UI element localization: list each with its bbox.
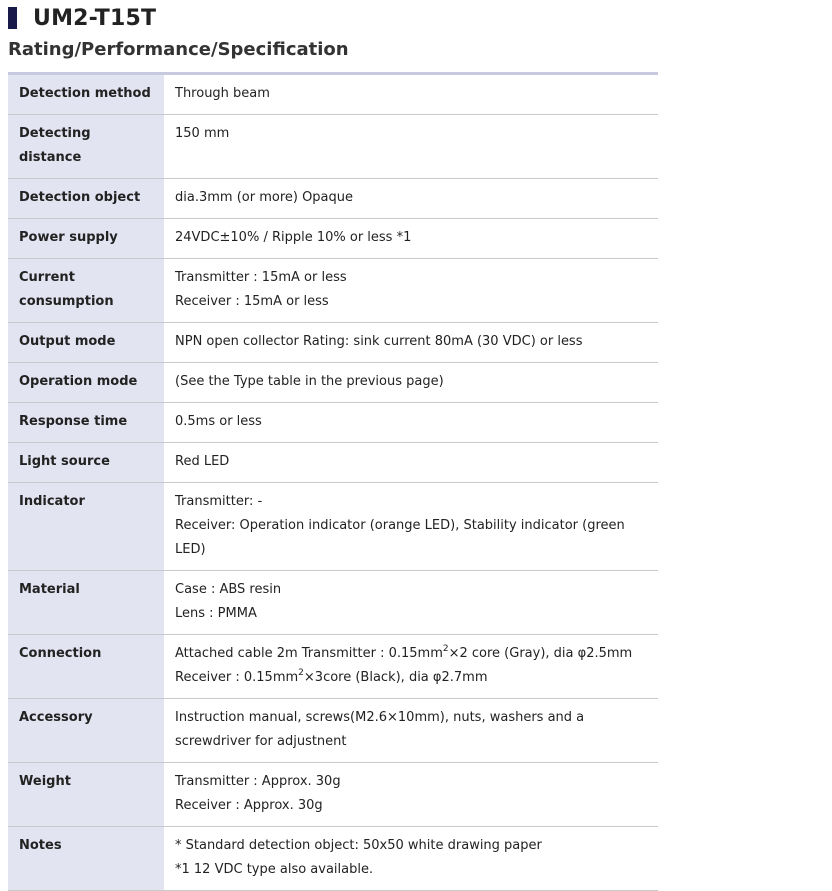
spec-value-line: Transmitter: - (175, 494, 263, 509)
spec-row-notes (8, 827, 658, 891)
superscript-two: 2 (442, 643, 449, 654)
spec-value-line: *1 12 VDC type also available. (175, 862, 374, 877)
spec-label: Notes (8, 827, 164, 891)
spec-value-line: 24VDC±10% / Ripple 10% or less *1 (175, 230, 412, 245)
spec-label: Material (8, 571, 164, 635)
spec-row-weight (8, 763, 658, 827)
connection-receiver-core: ×3core (Black), dia φ2.7mm (303, 670, 488, 685)
product-title: UM2-T15T (33, 5, 157, 31)
spec-value (164, 571, 658, 635)
spec-row-power-supply (8, 219, 658, 259)
product-heading (8, 4, 156, 32)
superscript-two: 2 (298, 667, 304, 678)
spec-value-line: Through beam (175, 86, 270, 101)
spec-row-material (8, 571, 658, 635)
spec-row-output-mode (8, 323, 658, 363)
spec-value-line: (See the Type table in the previous page) (175, 374, 444, 389)
spec-value (164, 259, 658, 323)
spec-value-line: 150 mm (175, 126, 230, 141)
spec-value-line: 0.5ms or less (175, 414, 262, 429)
spec-label: Response time (8, 403, 164, 443)
spec-value (164, 635, 658, 699)
spec-value-line: Transmitter : 15mA or less (175, 270, 347, 285)
spec-label: Operation mode (8, 363, 164, 403)
heading-marker (8, 7, 17, 29)
spec-value (164, 403, 658, 443)
spec-value-line: dia.3mm (or more) Opaque (175, 190, 354, 205)
spec-value (164, 115, 658, 179)
spec-row-accessory (8, 699, 658, 763)
connection-transmitter-core: ×2 core (Gray), dia φ2.5mm (448, 646, 633, 661)
spec-label: Current consumption (8, 259, 164, 323)
spec-value-line: NPN open collector Rating: sink current 80mA (30 VDC) or less (175, 334, 583, 349)
spec-label: Weight (8, 763, 164, 827)
spec-row-light-source (8, 443, 658, 483)
spec-label: Detection object (8, 179, 164, 219)
spec-label: Indicator (8, 483, 164, 571)
spec-row-connection (8, 635, 658, 699)
spec-value-line: Receiver: Operation indicator (orange LED), Stability indicator (green LED) (175, 518, 625, 557)
spec-value-line: * Standard detection object: 50x50 white drawing paper (175, 838, 542, 853)
spec-value (164, 483, 658, 571)
spec-value-line (175, 666, 650, 690)
section-title: Rating/Performance/Specification (8, 39, 349, 60)
spec-value-line (175, 642, 650, 666)
spec-value (164, 363, 658, 403)
spec-value (164, 323, 658, 363)
spec-row-current-consumption (8, 259, 658, 323)
spec-value-line: Red LED (175, 454, 230, 469)
spec-row-indicator (8, 483, 658, 571)
spec-value-line: Case : ABS resin (175, 582, 282, 597)
spec-row-response-time (8, 403, 658, 443)
spec-row-detecting-distance (8, 115, 658, 179)
spec-value (164, 179, 658, 219)
spec-value (164, 699, 658, 763)
spec-label: Accessory (8, 699, 164, 763)
spec-value (164, 75, 658, 115)
spec-label: Light source (8, 443, 164, 483)
spec-table (8, 75, 658, 891)
spec-label: Detecting distance (8, 115, 164, 179)
spec-value-line: Receiver : 15mA or less (175, 294, 329, 309)
spec-value (164, 827, 658, 891)
spec-value-line: Receiver : Approx. 30g (175, 798, 323, 813)
connection-transmitter-text: Attached cable 2m Transmitter : 0.15mm (175, 646, 443, 661)
spec-row-detection-object (8, 179, 658, 219)
spec-label: Output mode (8, 323, 164, 363)
connection-receiver-text: Receiver : 0.15mm (175, 670, 299, 685)
spec-value (164, 219, 658, 259)
spec-value (164, 763, 658, 827)
spec-label: Connection (8, 635, 164, 699)
spec-value (164, 443, 658, 483)
spec-row-operation-mode (8, 363, 658, 403)
spec-row-detection-method (8, 75, 658, 115)
spec-value-line: Lens : PMMA (175, 606, 257, 621)
spec-label: Detection method (8, 75, 164, 115)
spec-value-line: Instruction manual, screws(M2.6×10mm), nuts, washers and a screwdriver for adjustnent (175, 710, 585, 749)
spec-value-line: Transmitter : Approx. 30g (175, 774, 341, 789)
spec-label: Power supply (8, 219, 164, 259)
